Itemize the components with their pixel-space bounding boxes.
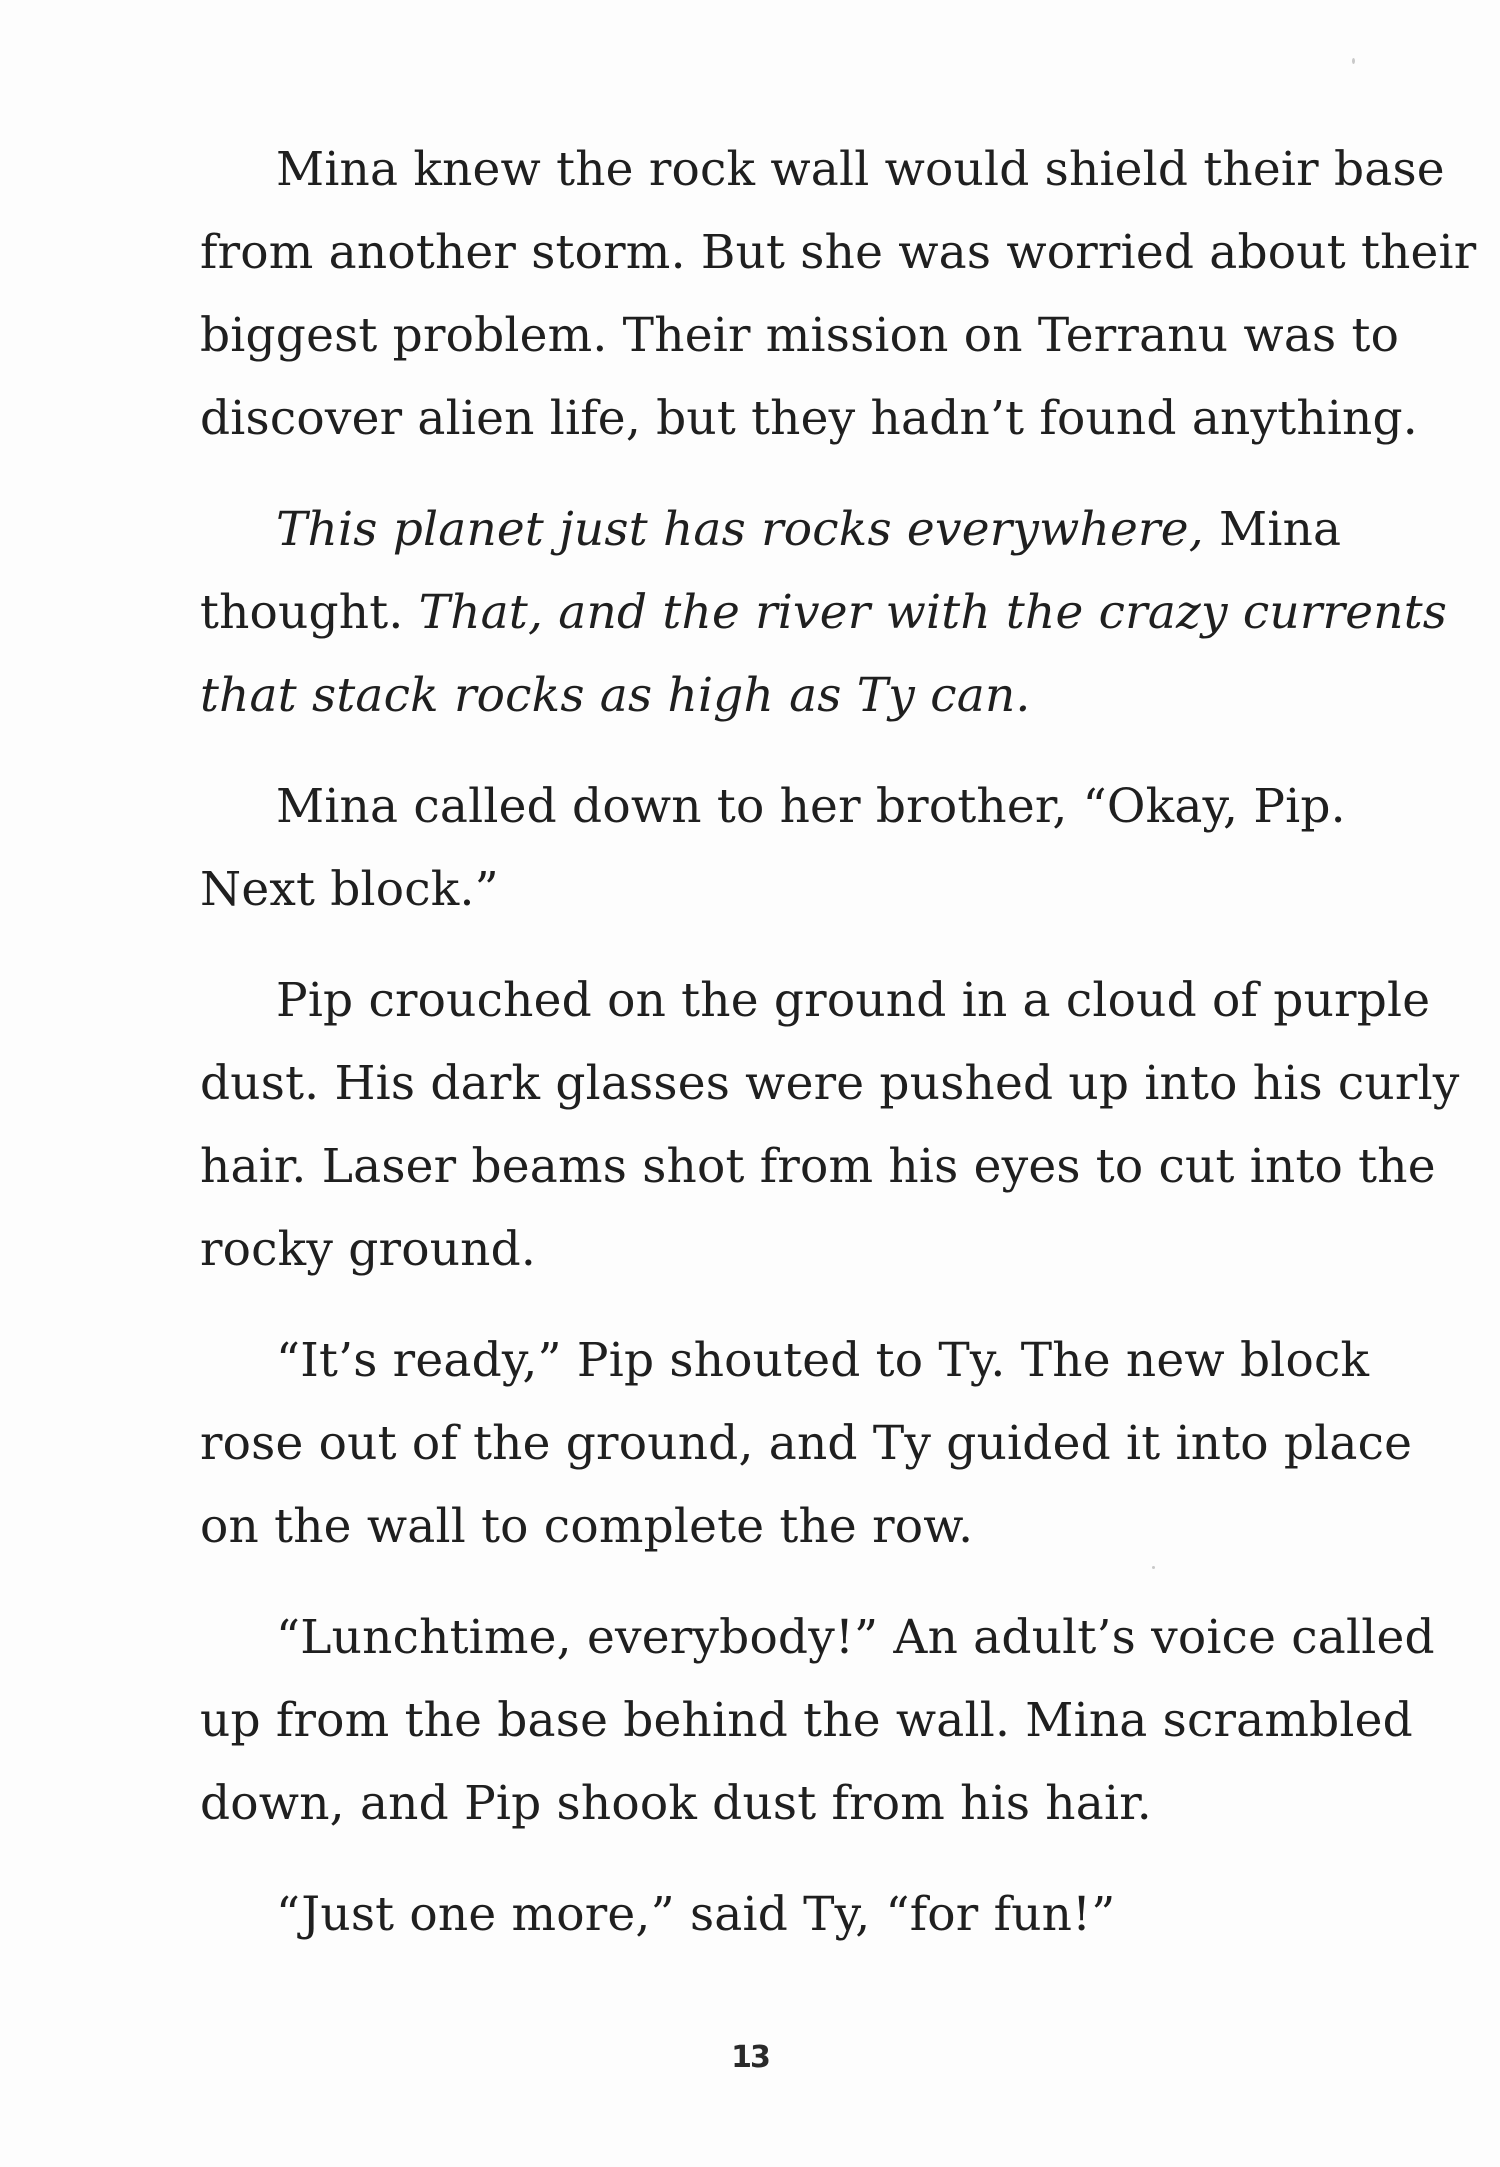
text-line [200,128,1445,211]
paragraph [200,488,1448,737]
paragraph [200,1319,1413,1568]
text-line [200,1208,1400,1291]
text-line [200,571,1448,654]
text-run: Mina called down to her brother, “Okay, Pip. [276,779,1346,834]
text-line [200,488,1400,571]
text-run: Mina [1203,502,1342,557]
text-line [200,765,1400,848]
paragraph [200,765,1400,931]
paragraph [200,1873,1400,1956]
text-run: dust. His dark glasses were pushed up into his curly [200,1056,1460,1111]
text-line [200,294,1400,377]
paper-speck [1352,58,1355,64]
text-run: hair. Laser beams shot from his eyes to cut into the [200,1139,1436,1194]
text-line [200,1596,1435,1679]
text-run: “It’s ready,” Pip shouted to Ty. The new block [276,1333,1370,1388]
text-line [200,848,1400,931]
text-run: thought. [200,585,419,640]
text-run: “Just one more,” said Ty, “for fun!” [276,1887,1116,1942]
text-run: Next block.” [200,862,499,917]
text-line [200,1042,1460,1125]
text-line [200,1402,1413,1485]
text-line [200,959,1431,1042]
text-line [200,211,1477,294]
italic-text-run: That, and the river with the crazy currents [418,585,1448,640]
text-run: up from the base behind the wall. Mina scrambled [200,1693,1413,1748]
text-line [200,1762,1400,1845]
body-text [200,128,1477,1984]
text-run: down, and Pip shook dust from his hair. [200,1776,1152,1831]
text-run: rose out of the ground, and Ty guided it into place [200,1416,1413,1471]
text-line [200,1319,1400,1402]
text-run: “Lunchtime, everybody!” An adult’s voice called [276,1610,1435,1665]
text-line [200,654,1400,737]
text-run: Mina knew the rock wall would shield their base [276,142,1445,197]
text-run: discover alien life, but they hadn’t found anything. [200,391,1418,446]
paper-speck [1152,1566,1155,1569]
text-run: rocky ground. [200,1222,537,1277]
text-run: from another storm. But she was worried about their [200,225,1477,280]
text-line [200,377,1418,460]
italic-text-run: that stack rocks as high as Ty can. [200,668,1031,723]
text-run: biggest problem. Their mission on Terranu was to [200,308,1400,363]
paragraph [200,1596,1435,1845]
italic-text-run: This planet just has rocks everywhere, [276,502,1204,557]
page-number: 13 [731,2040,769,2075]
text-line [200,1485,1400,1568]
paragraph [200,128,1477,460]
text-line [200,1873,1400,1956]
text-run: on the wall to complete the row. [200,1499,974,1554]
text-line [200,1125,1436,1208]
text-run: Pip crouched on the ground in a cloud of purple [276,973,1431,1028]
paragraph [200,959,1460,1291]
text-line [200,1679,1413,1762]
